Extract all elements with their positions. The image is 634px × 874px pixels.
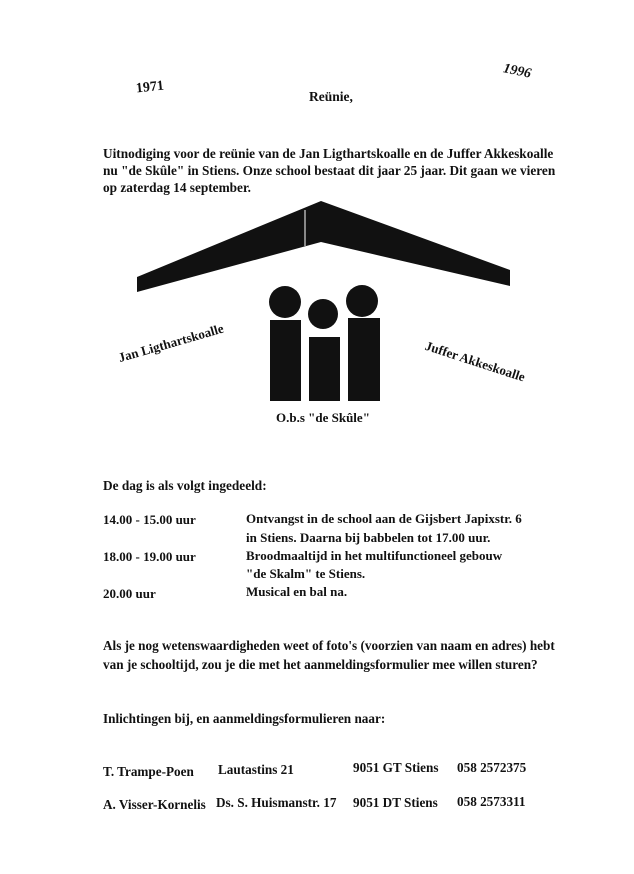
intro-line: op zaterdag 14 september.: [103, 180, 251, 195]
figure-right-head: [346, 285, 378, 317]
schedule-desc: Ontvangst in de school aan de Gijsbert Japixstr. 6: [246, 511, 522, 526]
figure-left-head: [269, 286, 301, 318]
contact-phone: 058 2573311: [457, 794, 526, 809]
year-end: 1996: [501, 61, 533, 82]
schedule-time: 14.00 - 15.00 uur: [103, 512, 196, 527]
page-title: Reünie,: [309, 89, 353, 104]
figure-middle-body: [309, 337, 340, 401]
schedule-time: 20.00 uur: [103, 586, 156, 601]
contact-name: A. Visser-Kornelis: [103, 797, 206, 812]
intro-line: Uitnodiging voor de reünie van de Jan Ligthartskoalle en de Juffer Akkeskoalle: [103, 146, 554, 161]
schedule-time: 18.00 - 19.00 uur: [103, 549, 196, 564]
schedule-desc: Musical en bal na.: [246, 584, 348, 599]
schedule-desc: "de Skalm" te Stiens.: [246, 566, 366, 581]
schedule-heading: De dag is als volgt ingedeeld:: [103, 478, 267, 493]
schedule-desc: in Stiens. Daarna bij babbelen tot 17.00 uur.: [246, 530, 491, 545]
logo-caption: O.b.s "de Skûle": [276, 410, 370, 425]
contact-street: Lautastins 21: [218, 762, 294, 777]
intro-line: nu "de Skûle" in Stiens. Onze school bestaat dit jaar 25 jaar. Dit gaan we vieren: [103, 163, 556, 178]
request-line: Als je nog wetenswaardigheden weet of foto's (voorzien van naam en adres) hebt: [103, 638, 555, 653]
year-start: 1971: [135, 78, 165, 97]
left-school-label: Jan Ligthartskoalle: [116, 320, 226, 366]
schedule-desc: Broodmaaltijd in het multifunctioneel gebouw: [246, 548, 503, 563]
request-line: van je schooltijd, zou je die met het aanmeldingsformulier mee willen sturen?: [103, 657, 538, 672]
contact-street: Ds. S. Huismanstr. 17: [216, 795, 337, 810]
figure-left-body: [270, 320, 301, 401]
contact-city: 9051 GT Stiens: [353, 760, 439, 775]
figure-middle-head: [308, 299, 338, 329]
contact-phone: 058 2572375: [457, 760, 527, 775]
figure-right-body: [348, 318, 380, 401]
contact-city: 9051 DT Stiens: [353, 795, 438, 810]
contacts-heading: Inlichtingen bij, en aanmeldingsformulieren naar:: [103, 711, 386, 726]
right-school-label: Juffer Akkeskoalle: [423, 338, 528, 385]
contact-name: T. Trampe-Poen: [103, 764, 194, 779]
roof-shape: [137, 201, 510, 292]
